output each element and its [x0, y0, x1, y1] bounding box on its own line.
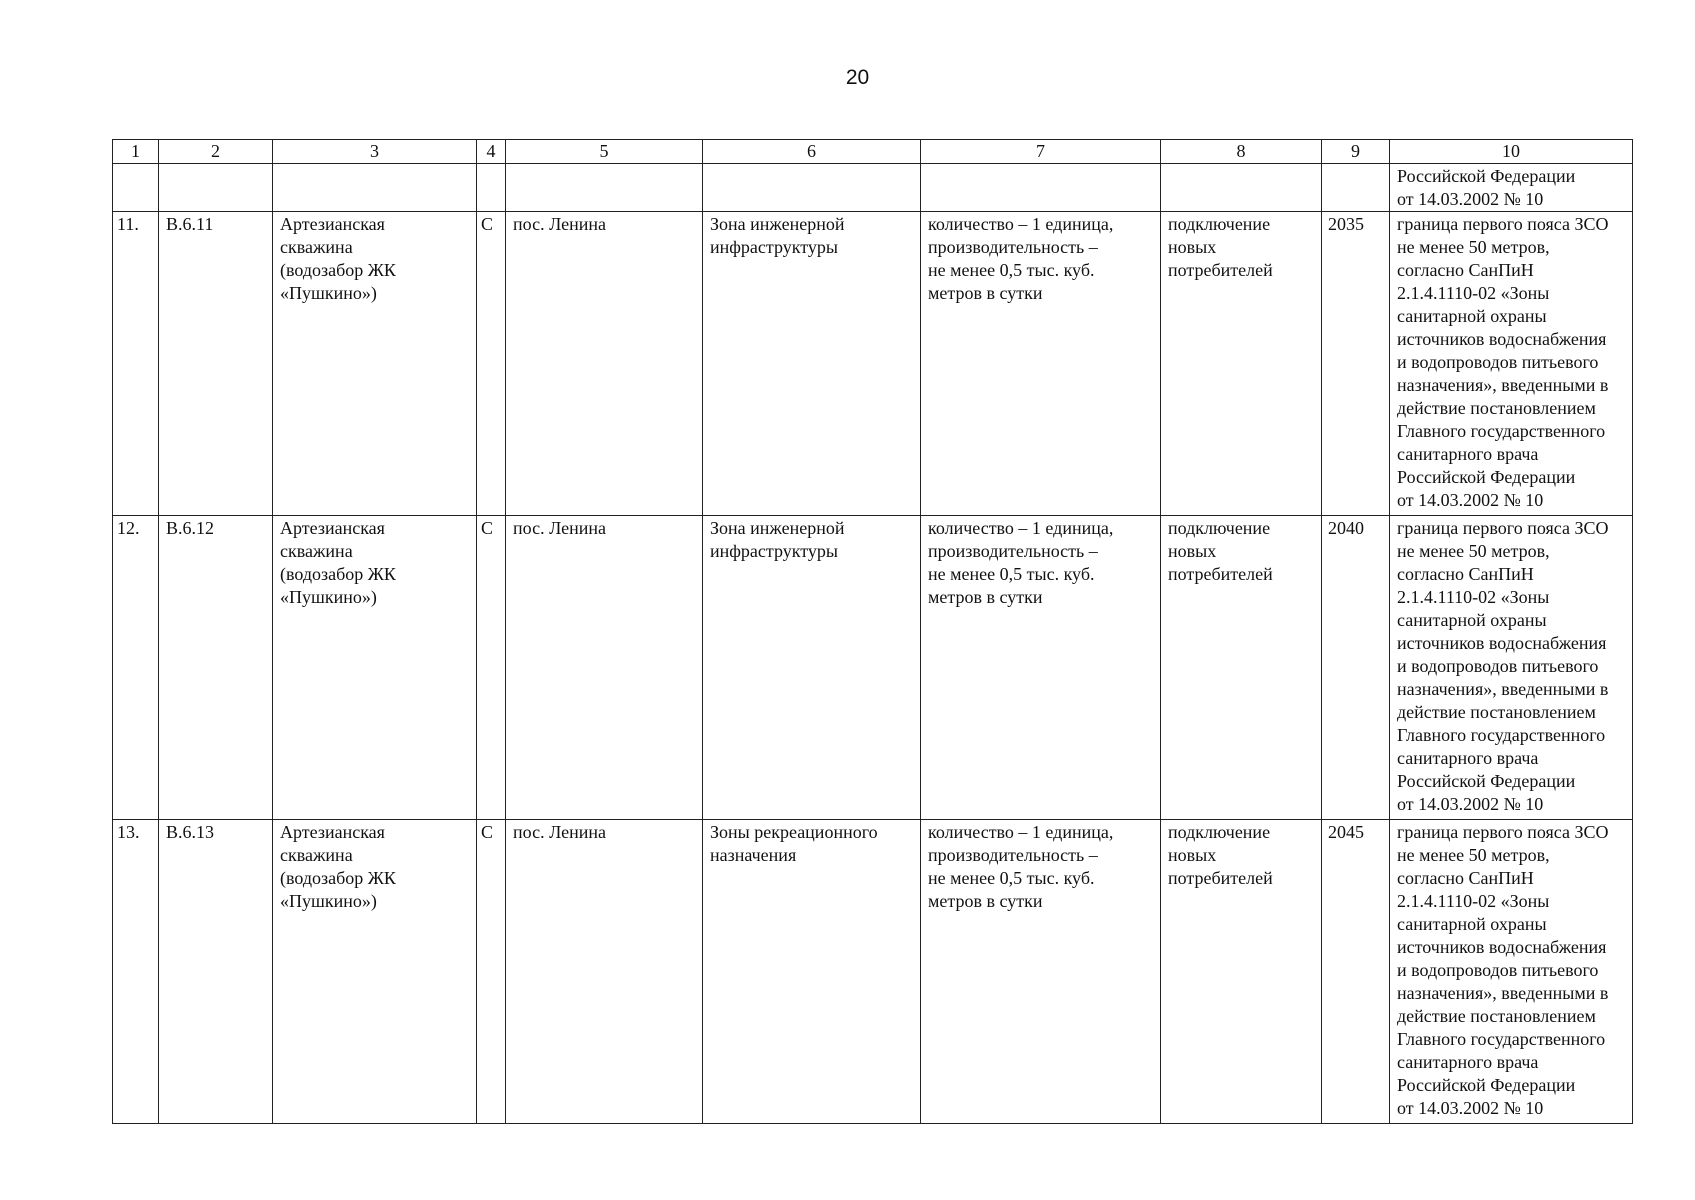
- object-status: С: [477, 820, 506, 1124]
- note-cell: граница первого пояса ЗСО не менее 50 метров, согласно СанПиН 2.1.4.1110-02 «Зоны санитарной охраны источников водоснабжения и водопроводов питьевого назначения», введенными в действие постановлением Главного государственного санитарного врача Российской Федерации от 14.03.2002 № 10: [1390, 516, 1633, 820]
- table-row: [113, 212, 1633, 516]
- header-cell: 8: [1161, 140, 1322, 164]
- table-cell: [506, 164, 703, 212]
- page-number: 20: [845, 66, 870, 89]
- table-row: [113, 516, 1633, 820]
- table-cell: [159, 164, 273, 212]
- header-cell: 2: [159, 140, 273, 164]
- header-cell: 5: [506, 140, 703, 164]
- object-code: В.6.11: [159, 212, 273, 516]
- header-cell: 3: [273, 140, 477, 164]
- implementation-year: 2045: [1322, 820, 1390, 1124]
- object-purpose: подключение новых потребителей: [1161, 212, 1322, 516]
- header-cell: 1: [113, 140, 159, 164]
- object-purpose: подключение новых потребителей: [1161, 820, 1322, 1124]
- object-characteristics: количество – 1 единица, производительность – не менее 0,5 тыс. куб. метров в сутки: [921, 820, 1161, 1124]
- objects-table: [112, 139, 1633, 1124]
- table-cell: [1161, 164, 1322, 212]
- object-name: Артезианская скважина (водозабор ЖК «Пушкино»): [273, 516, 477, 820]
- object-location: пос. Ленина: [506, 212, 703, 516]
- header-cell: 4: [477, 140, 506, 164]
- table-cell: [113, 164, 159, 212]
- header-cell: 10: [1390, 140, 1633, 164]
- object-name: Артезианская скважина (водозабор ЖК «Пушкино»): [273, 212, 477, 516]
- note-cell: граница первого пояса ЗСО не менее 50 метров, согласно СанПиН 2.1.4.1110-02 «Зоны санитарной охраны источников водоснабжения и водопроводов питьевого назначения», введенными в действие постановлением Главного государственного санитарного врача Российской Федерации от 14.03.2002 № 10: [1390, 212, 1633, 516]
- implementation-year: 2035: [1322, 212, 1390, 516]
- header-cell: 9: [1322, 140, 1390, 164]
- zone-type: Зона инженерной инфраструктуры: [703, 516, 921, 820]
- zone-type: Зона инженерной инфраструктуры: [703, 212, 921, 516]
- note-cell: Российской Федерации от 14.03.2002 № 10: [1390, 164, 1633, 212]
- header-cell: 6: [703, 140, 921, 164]
- object-code: В.6.12: [159, 516, 273, 820]
- object-characteristics: количество – 1 единица, производительность – не менее 0,5 тыс. куб. метров в сутки: [921, 516, 1161, 820]
- continuation-row: [113, 164, 1633, 212]
- table-cell: [921, 164, 1161, 212]
- object-location: пос. Ленина: [506, 820, 703, 1124]
- object-code: В.6.13: [159, 820, 273, 1124]
- object-status: С: [477, 516, 506, 820]
- note-cell: граница первого пояса ЗСО не менее 50 метров, согласно СанПиН 2.1.4.1110-02 «Зоны санитарной охраны источников водоснабжения и водопроводов питьевого назначения», введенными в действие постановлением Главного государственного санитарного врача Российской Федерации от 14.03.2002 № 10: [1390, 820, 1633, 1124]
- implementation-year: 2040: [1322, 516, 1390, 820]
- table-cell: [1322, 164, 1390, 212]
- row-number: 13.: [113, 820, 159, 1124]
- table-cell: [477, 164, 506, 212]
- zone-type: Зоны рекреационного назначения: [703, 820, 921, 1124]
- object-characteristics: количество – 1 единица, производительность – не менее 0,5 тыс. куб. метров в сутки: [921, 212, 1161, 516]
- row-number: 12.: [113, 516, 159, 820]
- object-name: Артезианская скважина (водозабор ЖК «Пушкино»): [273, 820, 477, 1124]
- header-row: [113, 140, 1633, 164]
- object-status: С: [477, 212, 506, 516]
- header-cell: 7: [921, 140, 1161, 164]
- table-cell: [703, 164, 921, 212]
- table-cell: [273, 164, 477, 212]
- table-row: [113, 820, 1633, 1124]
- row-number: 11.: [113, 212, 159, 516]
- object-location: пос. Ленина: [506, 516, 703, 820]
- object-purpose: подключение новых потребителей: [1161, 516, 1322, 820]
